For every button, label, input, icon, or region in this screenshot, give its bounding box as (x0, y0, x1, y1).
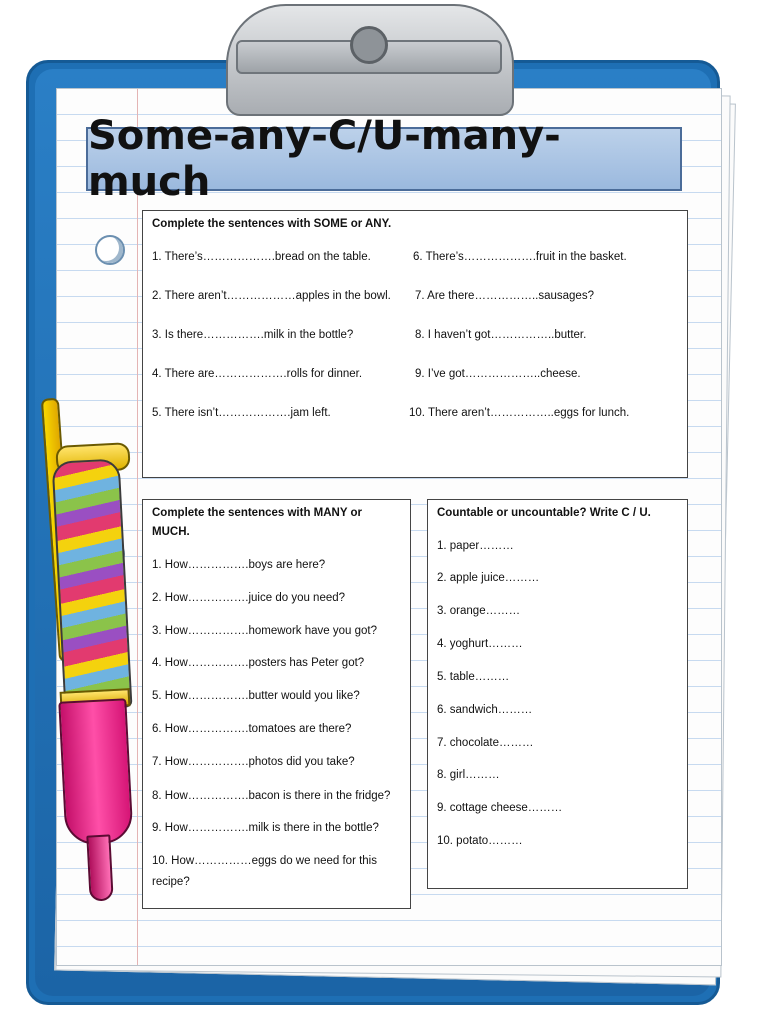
countable-item: 8. girl……… (437, 769, 500, 781)
many-much-item: 2. How…………….juice do you need? (152, 592, 346, 604)
countable-item: 2. apple juice……… (437, 572, 540, 584)
countable-item: 5. table……… (437, 671, 510, 683)
paper-margin-line (137, 89, 138, 965)
countable-item: 10. potato……… (437, 835, 523, 847)
some-any-item: 5. There isn’t……………….jam left. (152, 407, 331, 419)
some-any-item: 1. There’s……………….bread on the table. (152, 251, 371, 263)
countable-exercise-box (427, 499, 688, 889)
many-much-instruction-line1: Complete the sentences with MANY or (152, 507, 363, 519)
some-any-item: 9. I’ve got………………..cheese. (415, 368, 581, 380)
many-much-item: 8. How…………….bacon is there in the fridge? (152, 790, 391, 802)
binder-hole-icon (95, 235, 125, 265)
some-any-item: 10. There aren’t……………..eggs for lunch. (409, 407, 630, 419)
many-much-item-10-line2: recipe? (152, 876, 190, 888)
many-much-item: 4. How…………….posters has Peter got? (152, 657, 365, 669)
countable-instruction: Countable or uncountable? Write C / U. (437, 507, 651, 519)
countable-item: 3. orange……… (437, 605, 521, 617)
many-much-item: 6. How…………….tomatoes are there? (152, 723, 352, 735)
pen-body-icon (52, 458, 133, 710)
many-much-item-10-line1: 10. How……………eggs do we need for this (152, 855, 377, 867)
many-much-item: 5. How…………….butter would you like? (152, 690, 360, 702)
many-much-item: 9. How…………….milk is there in the bottle? (152, 822, 379, 834)
pen-tip-icon (86, 834, 113, 901)
title-banner (86, 113, 682, 205)
clip-hole-icon (350, 26, 388, 64)
some-any-item: 8. I haven’t got……………..butter. (415, 329, 587, 341)
some-any-item: 4. There are……………….rolls for dinner. (152, 368, 363, 380)
many-much-instruction-line2: MUCH. (152, 526, 190, 538)
page-title: Some-any-C/U-many-much (88, 113, 561, 205)
many-much-item: 3. How…………….homework have you got? (152, 625, 377, 637)
some-any-item: 2. There aren’t………………apples in the bowl. (152, 290, 391, 302)
countable-item: 1. paper……… (437, 540, 514, 552)
pen-grip-icon (58, 698, 133, 845)
some-any-item: 6. There’s……………….fruit in the basket. (413, 251, 627, 263)
many-much-item: 1. How…………….boys are here? (152, 559, 326, 571)
some-any-instruction: Complete the sentences with SOME or ANY. (152, 218, 392, 230)
many-much-item: 7. How…………….photos did you take? (152, 756, 355, 768)
countable-item: 4. yoghurt……… (437, 638, 523, 650)
countable-item: 6. sandwich……… (437, 704, 533, 716)
some-any-item: 3. Is there…………….milk in the bottle? (152, 329, 354, 341)
some-any-exercise-box (142, 210, 688, 478)
countable-item: 9. cottage cheese……… (437, 802, 563, 814)
countable-item: 7. chocolate……… (437, 737, 534, 749)
many-much-exercise-box (142, 499, 411, 909)
some-any-item: 7. Are there……………..sausages? (415, 290, 594, 302)
